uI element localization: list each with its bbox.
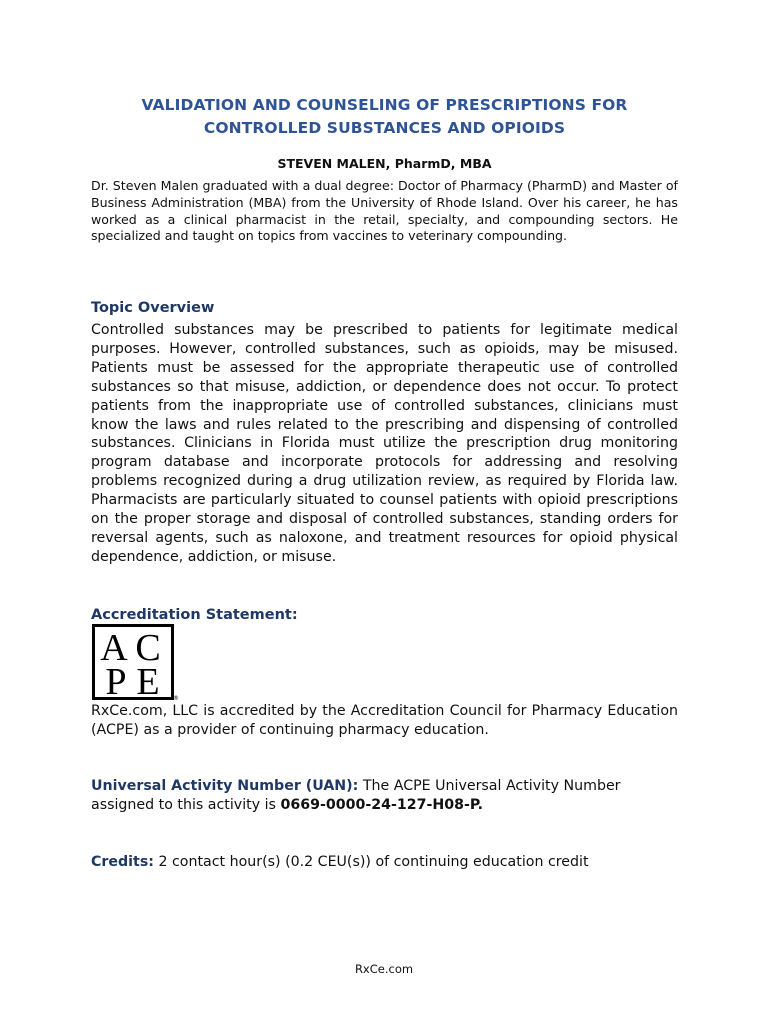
topic-overview-heading: Topic Overview	[91, 300, 215, 316]
document-title	[91, 94, 678, 140]
author-bio: Dr. Steven Malen graduated with a dual degree: Doctor of Pharmacy (PharmD) and Master of Business Administration (MBA) from the University of Rhode Island. Over his career, he has worked as a clinical pharmacist in the retail, specialty, and compounding sectors. He specialized and taught on topics from vaccines to veterinary compounding.	[91, 178, 678, 244]
credits-paragraph	[91, 853, 678, 872]
uan-number: 0669-0000-24-127-H08-P.	[280, 796, 484, 813]
uan-label: Universal Activity Number (UAN):	[91, 778, 359, 794]
uan-text: The ACPE Universal Activity Number assigned to this activity is	[91, 778, 621, 813]
acpe-logo-letter-a: A	[100, 627, 128, 669]
registered-mark-icon: ®	[173, 695, 179, 702]
credits-label: Credits:	[91, 854, 154, 870]
acpe-logo-letter-c: C	[135, 627, 161, 669]
page-footer: RxCe.com	[354, 962, 414, 976]
acpe-logo-letter-p: P	[105, 661, 127, 702]
title-line-2: CONTROLLED SUBSTANCES AND OPIOIDS	[203, 119, 566, 137]
uan-paragraph	[91, 777, 678, 815]
accreditation-body: RxCe.com, LLC is accredited by the Accreditation Council for Pharmacy Education (ACPE) as a provider of continuing pharmacy education.	[91, 703, 678, 738]
accreditation-heading: Accreditation Statement:	[91, 607, 298, 623]
author-name: STEVEN MALEN, PharmD, MBA	[277, 156, 492, 171]
acpe-logo	[92, 624, 180, 702]
acpe-logo-letter-e: E	[136, 661, 160, 702]
credits-text: 2 contact hour(s) (0.2 CEU(s)) of continuing education credit	[153, 854, 589, 870]
title-line-1: VALIDATION AND COUNSELING OF PRESCRIPTIONS FOR	[141, 96, 628, 114]
topic-overview-body: Controlled substances may be prescribed to patients for legitimate medical purposes. However, controlled substances, such as opioids, may be misused. Patients must be assessed for the appropriate therapeutic use of controlled substances so that misuse, addiction, or dependence does not occur. To protect patients from the inappropriate use of controlled substances, clinicians must know the laws and rules related to the prescribing and dispensing of controlled substances. Clinicians in Florida must utilize the prescription drug monitoring program database and incorporate protocols for addressing and resolving problems recognized during a drug utilization review, as required by Florida law. Pharmacists are particularly situated to counsel patients with opioid prescriptions on the proper storage and disposal of controlled substances, standing orders for reversal agents, such as naloxone, and treatment resources for opioid physical dependence, addiction, or misuse.	[91, 322, 678, 565]
